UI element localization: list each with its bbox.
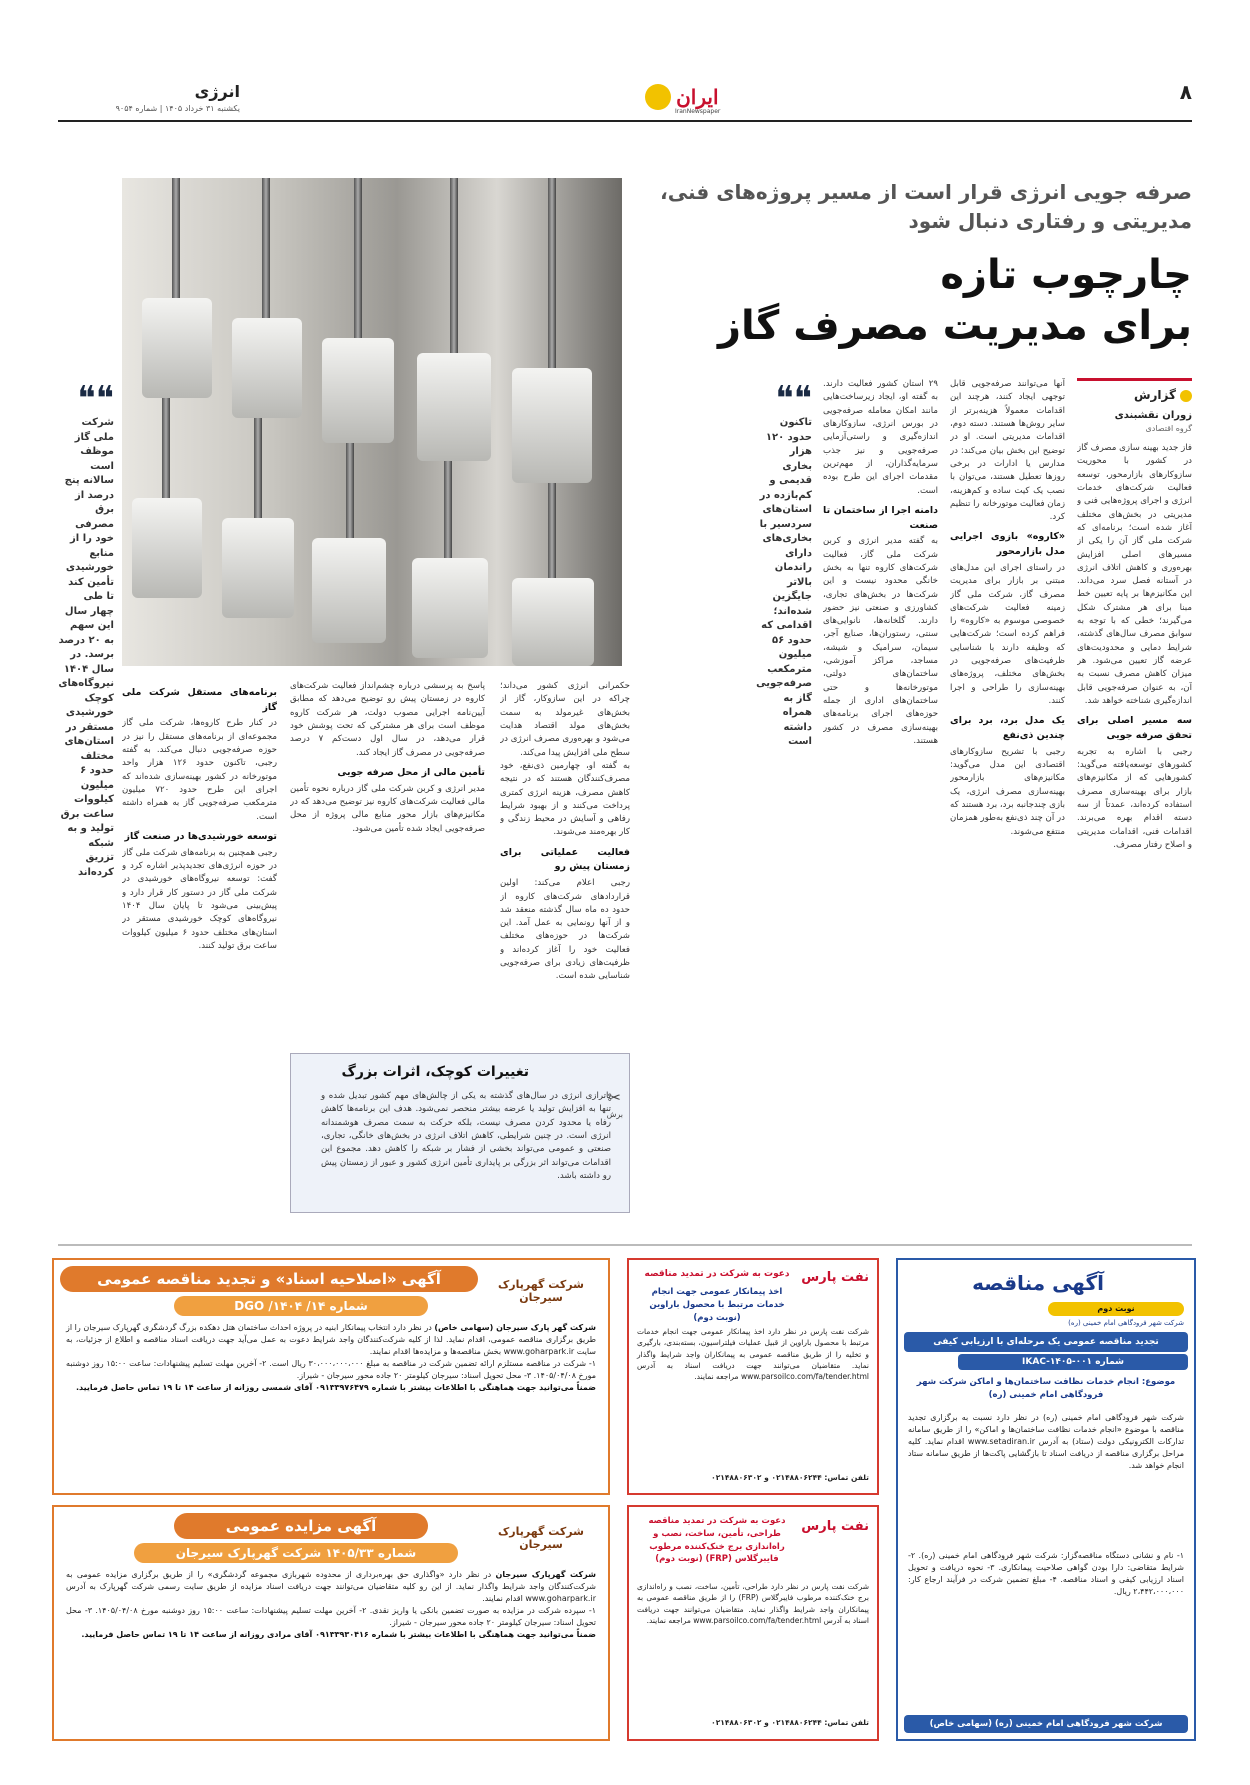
ad-goharpark-tender[interactable]	[52, 1258, 610, 1495]
headline-line-2: برای مدیریت مصرف گاز	[717, 303, 1192, 350]
ad-title: دعوت به شرکت در تمدید مناقصه	[644, 1269, 790, 1279]
ad-bar: تجدید مناقصه عمومی یک مرحله‌ای با ارزیابی کیفی	[904, 1332, 1188, 1352]
ad-contact: تلفن تماس: ۰۲۱۴۸۸۰۶۲۴۴ و ۰۲۱۴۸۸۰۶۳۰۲	[711, 1718, 869, 1727]
newspaper-logo[interactable]	[645, 84, 745, 115]
ad-body: شرکت نفت پارس در نظر دارد اخذ پیمانکار عمومی جهت انجام خدمات مرتبط با محصول باراوین از قبیل عملیات فیلتراسیون، بسته‌بندی، بارگیری و تخلیه را از طریق مناقصه عمومی به پیمانکاران واجد شرایط واگذار نماید. متقاضیان می‌توانند جهت دریافت اسناد به آدرس www.parsoilco.com/fa/tender.html مراجعه نمایند.	[637, 1327, 869, 1381]
ad-title: آگهی مزایده عمومی	[174, 1513, 428, 1539]
subhead: توسعه خورشیدی‌ها در صنعت گاز	[124, 830, 277, 842]
goharpark-logo: شرکت گهرپارک سیرجان	[498, 1278, 584, 1304]
scissors-icon: ✂	[607, 1088, 621, 1107]
box-text: ناترازی انرژی در سال‌های گذشته به یکی از چالش‌های مهم کشور تبدیل شده و تنها به افزایش تولید یا عرضه بیشتر منحصر نمی‌شود. هدف این برنامه‌ها کاهش رفاه یا محدود کردن مصرف نیست، بلکه حرکت به سمت مصرف هوشمندانه انرژی است. در چنین شرایطی، کاهش اتلاف انرژی در بخش‌های خانگی، تجاری، صنعتی و عمومی می‌تواند بخشی از فشار بر شبکه را کاهش دهد. مجموع این اقدامات می‌تواند اثر بزرگی بر پایداری تأمین انرژی کشور و عبور از زمستان پیش رو داشته باشد.	[321, 1091, 611, 1181]
ads-separator	[58, 1244, 1192, 1246]
article-headline	[632, 250, 1192, 352]
ad-goharpark-auction[interactable]	[52, 1505, 610, 1741]
pull-quote-1: ❝❝ تاکنون حدود ۱۲۰ هزار بخاری قدیمی و کم‌بازده در استان‌های سردسیر با بخاری‌های دارای راندمان بالاتر جایگزین شده‌اند؛ اقدامی که حدود ۵۶ میلیون مترمکعب صرفه‌جویی گاز به همراه داشته است	[756, 379, 812, 747]
ad-number: شماره ۱۴۰۵/۳۳ شرکت گهرپارک سیرجان	[134, 1543, 458, 1563]
ad-ikac-tender[interactable]	[896, 1258, 1196, 1741]
ad-naftpars-tender-2[interactable]	[627, 1505, 879, 1741]
column-2: آنها می‌توانند صرفه‌جویی قابل توجهی ایجاد کنند، هرچند این اقدامات معمولاً هزینه‌برتر از سایر روش‌ها هستند. دسته دوم، اقدامات مدیریتی است. او در توضیح این بخش بیان می‌کند: در مدارس یا ادارات در برخی روزها تعطیل هستند، می‌توان با نصب یک کیت ساده و کم‌هزینه، زمان فعالیت موتورخانه را تنظیم کرد. «کاروه» بازوی اجرایی مدل بازارمحور در راستای اجرای این مدل‌های مبتنی بر بازار برای مدیریت مصرف گاز، شرکت ملی گاز زمینه فعالیت شرکت‌های خصوصی موسوم به «کاروه» را فراهم کرده است؛ شرکت‌هایی که وظیفه دارند با شناسایی ظرفیت‌های صرفه‌جویی در بخش‌های مختلف، پروژه‌های بهینه‌سازی را طراحی و اجرا کنند. یک مدل برد، برد برای چندین ذی‌نفع رجبی با تشریح سازوکارهای اقتصادی این مدل می‌گوید: مکانیزم‌های بازارمحور بهینه‌سازی مصرف انرژی، یک بازی چندجانبه برد، برد هستند که در آن چند ذی‌نفع به‌طور همزمان منتفع می‌شوند.	[950, 379, 1065, 837]
column-3: ۲۹ استان کشور فعالیت دارند. به گفته او، ایجاد زیرساخت‌هایی مانند امکان معامله صرفه‌جویی در بورس انرژی، سازوکارهای اندازه‌گیری و راستی‌آزمایی صرفه‌جویی و نیز جذب سرمایه‌گذاران، از مهم‌ترین مقدمات اجرای این طرح بوده است. دامنه اجرا از ساختمان تا صنعت به گفته مدیر انرژی و کربن شرکت ملی گاز، فعالیت شرکت‌های کاروه تنها به بخش خانگی محدود نیست و این شرکت‌ها در بخش‌های تجاری، کشاورزی و صنعتی نیز حضور دارند. گلخانه‌ها، نانوایی‌های سنتی، رستوران‌ها، صنایع آجر، سیمان، سرامیک و شیشه، مساجد، مراکز آموزشی، ساختمان‌های دولتی، موتورخانه‌ها و حتی ساختمان‌های اداری از جمله حوزه‌های اجرای برنامه‌های بهینه‌سازی مصرف در کشور هستند.	[823, 379, 938, 746]
subhead: برنامه‌های مستقل شرکت ملی گاز	[122, 687, 277, 713]
subhead: فعالیت عملیاتی برای زمستان پیش رو	[500, 846, 630, 873]
logo-text: ایران	[676, 85, 719, 109]
ad-naftpars-tender-1[interactable]	[627, 1258, 879, 1495]
ad-title: آگهی «اصلاحیه اسناد» و تجدید مناقصه عمومی	[60, 1266, 478, 1292]
ad-body: شرکت گهرپارک سیرجان در نظر دارد «واگذاری حق بهره‌برداری از محدوده شهربازی مجموعه گردشگری» را از طریق برگزاری مزایده عمومی به شرکت‌کنندگان واجد شرایط واگذار نماید. از این رو کلیه متقاضیان می‌توانند جهت دریافت اسناد مزایده از طریق سایت رسمی شرکت گهرپارک به آدرس www.goharpark.ir اقدام نمایند. ۱- سپرده شرکت در مزایده به صورت تضمین بانکی یا واریز نقدی. ۲- آخرین مهلت تسلیم پیشنهادات: ساعت ۱۵:۰۰ روز دوشنبه مورخ ۱۴۰۵/۰۴/۰۸. ۳- محل تحویل اسناد: سیرجان کیلومتر ۲۰ جاده محور سیرجان - شیراز. ضمناً می‌توانید جهت هماهنگی با اطلاعات بیشتر با شماره ۰۹۱۳۳۹۳۰۴۱۶ آقای مرادی روزانه از ساعت ۱۴ تا ۱۹ تماس حاصل فرمایید.	[66, 1570, 596, 1639]
ad-title: آگهی مناقصه	[972, 1271, 1104, 1295]
naftpars-logo: نفت پارس	[801, 1519, 869, 1534]
logo-sub: IranNewspaper	[675, 108, 721, 115]
column-6: برنامه‌های مستقل شرکت ملی گاز در کنار طرح کاروه‌ها، شرکت ملی گاز مجموعه‌ای از برنامه‌های مستقل را نیز در حوزه صرفه‌جویی دنبال می‌کند. به گفته رجبی، تاکنون حدود ۱۲۶ هزار واحد موتورخانه در کشور بهینه‌سازی شده‌اند که اجرای این طرح حدود ۷۲۰ میلیون مترمکعب صرفه‌جویی گاز به همراه داشته است. توسعه خورشیدی‌ها در صنعت گاز رجبی همچنین به برنامه‌های شرکت ملی گاز در حوزه انرژی‌های تجدیدپذیر اشاره کرد و گفت: توسعه نیروگاه‌های خورشیدی در شرکت ملی گاز در دستور کار قرار دارد و پیش‌بینی می‌شود تا پایان سال ۱۴۰۴ نیروگاه‌های کوچک خورشیدی مستقر در استان‌های مختلف حدود ۶ میلیون کیلووات ساعت برق تولید کنند.	[122, 687, 277, 951]
box-icon-label: برش	[606, 1110, 623, 1119]
pull-quote-2: ❝❝ شرکت ملی گاز موظف است سالانه پنج درصد از برق مصرفی خود را از منابع خورشیدی تأمین کند تا طی چهار سال این سهم به ۲۰ درصد برسد. در سال ۱۴۰۴ نیروگاه‌های کوچک خورشیدی مستقر در استان‌های مختلف حدود ۶ میلیون کیلووات ساعت برق تولید و به شبکه تزریق کرده‌اند	[58, 379, 114, 878]
author-role: گروه اقتصادی	[1145, 424, 1192, 433]
box-title: تغییرات کوچک، اثرات بزرگ	[341, 1064, 529, 1080]
column-5: پاسخ به پرسشی درباره چشم‌انداز فعالیت شرکت‌های کاروه در زمستان پیش رو توضیح می‌دهد که مطابق آیین‌نامه اجرایی مصوب دولت، هر شرکت کاروه موظف است برای هر مشترکی که تحت پوشش خود قرار می‌دهد، در سال اول دست‌کم ۷ درصد صرفه‌جویی در مصرف گاز ایجاد کند. تأمین مالی از محل صرفه جویی مدیر انرژی و کربن شرکت ملی گاز درباره نحوه تأمین مالی فعالیت شرکت‌های کاروه نیز توضیح می‌دهد که در مکانیزم‌های بازار محور منابع مالی پروژه از محل صرفه‌جویی ایجاد شده تأمین می‌شود.	[290, 681, 485, 834]
ad-footer: شرکت شهر فرودگاهی امام خمینی (ره) (سهامی خاص)	[904, 1715, 1188, 1733]
naftpars-logo: نفت پارس	[801, 1270, 869, 1285]
ad-number: شماره ۱۴/ ۱۴۰۴/ DGO	[174, 1296, 428, 1316]
subhead: یک مدل برد، برد برای چندین ذی‌نفع	[950, 715, 1065, 742]
column-1: فاز جدید بهینه سازی مصرف گاز در کشور با محوریت سازوکارهای بازارمحور، توسعه فعالیت شرکت‌های خدمات انرژی و اجرای پروژه‌هایی فنی و مدیریتی در بخش‌های مختلف آغاز شده است؛ برنامه‌ای که شرکت ملی گاز آن را یکی از مسیرهای اصلی افزایش بهره‌وری و کاهش اتلاف انرژی در آستانه فصل سرد می‌داند. این مکانیزم‌ها بر پایه تعیین خط مبنا برای هر مشترک شکل می‌گیرند؛ خطی که با توجه به سوابق مصرف سال‌های گذشته، شرایط دمایی و محدودیت‌های عرضه گاز تعیین می‌شود. هر میزان کاهش مصرف نسبت به آن، به عنوان صرفه‌جویی قابل اندازه‌گیری شناخته خواهد شد. سه مسیر اصلی برای تحقق صرفه جویی رجبی با اشاره به تجربه کشورهای توسعه‌یافته می‌گوید: کشورهایی که از مکانیزم‌های بازار برای بهینه‌سازی مصرف استفاده کرده‌اند، عمدتاً از سه دسته اقدام بهره می‌برند. اقدامات فنی، اقدامات مدیریتی و اصلاح رفتار مصرف.	[1077, 443, 1192, 850]
dot-icon	[1180, 390, 1192, 402]
sun-icon	[645, 84, 671, 110]
report-badge	[1077, 388, 1192, 402]
ad-number: شماره IKAC-۱۴۰۵-۰۰۱	[958, 1354, 1188, 1370]
subhead: «کاروه» بازوی اجرایی مدل بازارمحور	[950, 531, 1065, 558]
gas-meters-photo	[122, 178, 622, 666]
ad-body: شرکت گهر پارک سیرجان (سهامی خاص) در نظر دارد انتخاب پیمانکار ابنیه در پروژه احداث ساختمان هتل دهکده بزرگ گردشگری گهرپارک سیرجان را از طریق برگزاری مناقصه عمومی، اقدام نماید. لذا از کلیه شرکت‌کنندگان واجد شرایط دعوت به عمل می‌آید جهت دریافت اسناد مناقصه و اطلاع از جزئیات، به سایت www.goharpark.ir بخش مناقصه‌ها و مزایده‌ها اقدام نمایند. ۱- شرکت در مناقصه مستلزم ارائه تضمین شرکت در مناقصه به مبلغ ۳۰،۰۰۰،۰۰۰،۰۰۰ ریال است. ۲- آخرین مهلت تسلیم پیشنهادات: ساعت ۱۵:۰۰ روز دوشنبه مورخ ۱۴۰۵/۰۴/۰۸. ۳- محل تحویل اسناد: سیرجان کیلومتر ۲۰ جاده محور سیرجان - شیراز. ضمناً می‌توانید جهت هماهنگی با اطلاعات بیشتر با شماره ۰۹۱۳۳۹۷۶۴۷۹ آقای شمسی روزانه از ساعت ۱۴ تا ۱۹ تماس حاصل فرمایید.	[66, 1323, 597, 1392]
byline-rule	[1077, 378, 1192, 381]
report-label: گزارش	[1133, 388, 1176, 402]
ad-title: دعوت به شرکت در تمدید مناقصه طراحی، تأمین، ساخت، نصب و راه‌اندازی برج خنک‌کننده مرطوب فایبرگلاس (FRP) (نوبت دوم)	[648, 1516, 786, 1565]
article-kicker: صرفه جویی انرژی قرار است از مسیر پروژه‌های فنی، مدیریتی و رفتاری دنبال شود	[660, 180, 1192, 233]
headline-line-1: چارچوب تازه	[940, 252, 1192, 298]
ad-items: ۱- نام و نشانی دستگاه مناقصه‌گزار: شرکت شهر فرودگاهی امام خمینی (ره). ۲- شرایط متقاضی: دارا بودن گواهی صلاحیت پیمانکاری. ۳- نحوه دریافت و تحویل اسناد ارزیابی کیفی و اسناد مناقصه. ۴- مبلغ تضمین شرکت در فرآیند ارجاع کار: ۲،۴۴۲،۰۰۰،۰۰۰ ریال.	[908, 1551, 1184, 1596]
ad-org: شرکت شهر فرودگاهی امام خمینی (ره)	[1068, 1319, 1184, 1327]
goharpark-logo: شرکت گهرپارک سیرجان	[498, 1525, 584, 1551]
page-number: ۸	[1179, 80, 1192, 104]
quote-icon: ❝❝	[77, 379, 114, 419]
subhead: سه مسیر اصلی برای تحقق صرفه جویی	[1077, 715, 1192, 741]
subhead: تأمین مالی از محل صرفه جویی	[337, 766, 485, 778]
ad-subject: موضوع: انجام خدمات نظافت ساختمان‌ها و اماکن شرکت شهر فرودگاهی امام خمینی (ره)	[916, 1377, 1176, 1400]
subhead: دامنه اجرا از ساختمان تا صنعت	[823, 504, 938, 531]
header-rule	[58, 120, 1192, 122]
ad-body: شرکت شهر فرودگاهی امام خمینی (ره) در نظر دارد نسبت به برگزاری تجدید مناقصه با موضوع «انجام خدمات نظافت ساختمان‌ها و اماکن» را از طریق سامانه تدارکات الکترونیکی دولت (ستاد) به آدرس www.setadiran.ir اقدام نماید. کلیه مراحل برگزاری مناقصه از دریافت اسناد تا بازگشایی پاکت‌ها از طریق سامانه ستاد انجام خواهد شد.	[908, 1413, 1184, 1470]
quote-icon: ❝❝	[775, 379, 812, 419]
ad-tag: نوبت دوم	[1048, 1302, 1184, 1316]
section-title: انرژی	[194, 82, 240, 101]
ad-body: شرکت نفت پارس در نظر دارد طراحی، تأمین، ساخت، نصب و راه‌اندازی برج خنک‌کننده مرطوب فایبرگلاس (FRP) را از طریق مناقصه عمومی به پیمانکاران واجد شرایط واگذار نماید. متقاضیان می‌توانند جهت دریافت اسناد به آدرس www.parsoilco.com/fa/tender.html مراجعه نمایند.	[637, 1582, 869, 1625]
dateline: یکشنبه ۳۱ خرداد ۱۴۰۵ | شماره ۹۰۵۴	[115, 104, 240, 113]
column-4: حکمرانی انرژی کشور می‌داند؛ چراکه در این سازوکار، گاز از بخش‌های غیرمولد به سمت بخش‌های مولد اقتصاد هدایت می‌شود و بهره‌وری مصرف انرژی در سطح ملی افزایش پیدا می‌کند. به گفته او، چهارمین ذی‌نفع، خود مصرف‌کنندگان هستند که در نتیجه کاهش مصرف، هزینه انرژی کمتری پرداخت می‌کنند و از بهبود شرایط رفاهی و آسایش در محیط زندگی و کار بهره‌مند می‌شوند. فعالیت عملیاتی برای زمستان پیش رو رجبی اعلام می‌کند: اولین قراردادهای شرکت‌های کاروه از حدود ده ماه سال گذشته منعقد شد و از آنها رونمایی به عمل آمد. این شرکت‌ها در حوزه‌های مختلف فعالیت خود را آغاز کرده‌اند و ظرفیت‌های زیادی برای صرفه‌جویی شناسایی شده است.	[500, 681, 630, 982]
author-name: زوران نقشبندی	[1114, 410, 1192, 421]
ad-subtitle: اخذ پیمانکار عمومی جهت انجام خدمات مرتبط با محصول باراوین (نوبت دوم)	[649, 1287, 785, 1323]
sidebar-box	[290, 1053, 630, 1213]
ad-contact: تلفن تماس: ۰۲۱۴۸۸۰۶۲۴۴ و ۰۲۱۴۸۸۰۶۳۰۲	[711, 1473, 869, 1482]
